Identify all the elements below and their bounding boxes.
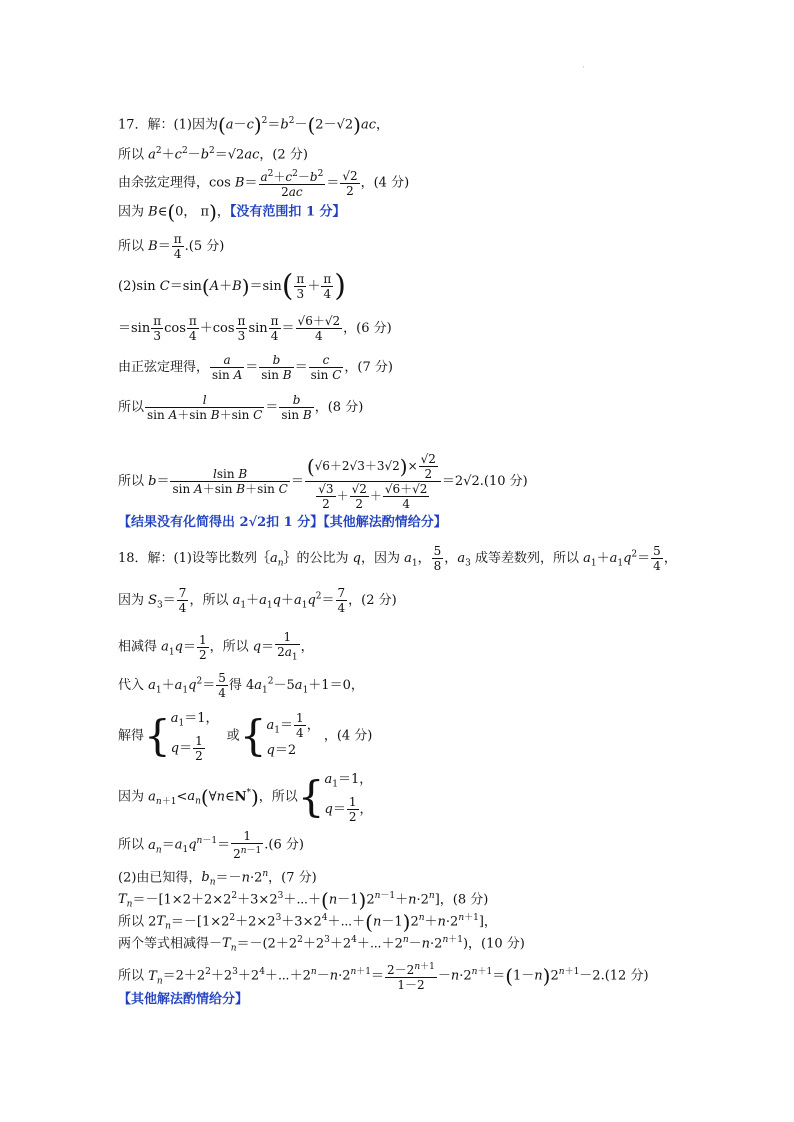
- q18-line-11: 两个等式相减得$-T_n=-(2+2^2+2^3+2^4+\cdots+2^n-n\cdot 2^{n+1})$，(10 分): [118, 935, 525, 954]
- q17-line-5: 所以 B＝ $\frac{\pi}{4}$ .(5 分): [118, 232, 225, 261]
- corner-mark: ': [583, 66, 585, 73]
- q18-line-3: 相减得 $a_1q=$ $\frac{1}{2}$ ，所以 q＝ $\frac{1}{2a_1}$ ，: [118, 630, 314, 663]
- q18-line-9: $T_n=-[1\times 2+2\times 2^2+3\times 2^3+\cdots+(n-1)2^{n-1}+n\cdot 2^n]$，(8 分): [118, 887, 489, 912]
- q17-line-7: ＝sin $\frac{\pi}{3}$ cos $\frac{\pi}{4}$ ＋cos $\frac{\pi}{3}$ sin $\frac{\pi}{4}$ ＝ $\frac{√6+√2}{4}$ ，(6 分): [118, 314, 392, 343]
- q17-line-8: 由正弦定理得， $\frac{a}{\text{sin A}}$ ＝ $\frac{b}{\text{sin B}}$ ＝ $\frac{c}{\text{sin C}}$ ，(7 分): [118, 353, 393, 382]
- q18-line-8: (2)由已知得，$b_n=-n\cdot 2^n$，(7 分): [118, 869, 317, 888]
- q17-line-3: 由余弦定理得，cos B＝ $\frac{a^2+c^2-b^2}{2ac}$ ＝ $\frac{√2}{2}$ ，(4 分): [118, 168, 410, 199]
- q18-line-4: 代入 $a_1+a_1q^2=$ $\frac{5}{4}$ 得 $4a_1^2-5a_1+1=0$，: [118, 671, 364, 700]
- q17-line-2: 所以 $a^2+c^2-b^2=√2ac$，(2 分): [118, 146, 308, 163]
- q18-line-10: 所以 $2T_n=-[1\times 2^2+2\times 2^3+3\times 2^4+\cdots+(n-1)2^n+n\cdot 2^{n+1}]$，: [118, 909, 497, 934]
- q17-note-range: 【没有范围扣 1 分】: [229, 204, 346, 220]
- q17-note-final: 【结果没有化简得出 2√2扣 1 分】【其他解法酌情给分】: [118, 515, 447, 530]
- q18-line-2: 因为 $S_3=$ $\frac{7}{4}$ ，所以 $a_1+a_1q+a_1q^2=$ $\frac{7}{4}$ ，(2 分): [118, 586, 397, 615]
- q18-line-12: 所以 $T_n=2+2^2+2^3+2^4+\cdots+2^n-n\cdot 2^{n+1}=$ $\frac{2-2^{n+1}}{1-2}$ $-n\cdot 2^{n+1}=(1-n)2^{n+1}-2.(12$ 分): [118, 962, 649, 992]
- q18-line-1: 18．解：(1)设等比数列$\{a_n\}$的公比为 q，因为 $a_1$， $\frac{5}{8}$ ，$a_3$ 成等差数列，所以 $a_1+a_1q^2=$ $\frac{5}{4}$ ，: [118, 544, 677, 573]
- q17-line-1: 17．解：(1)因为$(a-c)^2=b^2-(2-√2)ac$，: [118, 112, 389, 137]
- q17-line-10: 所以 b＝ $\frac{\text{lsin B}}{\text{sin A＋sin B＋sin C}}$ ＝ (√6＋2√3＋3√2)× $\frac{√2}{2}$ $\frac{√3}{2}$ ＋ $\frac{√2}{2}$ ＋ $\frac{√6+√2}{4}$ ＝2√2.(10 分): [118, 452, 528, 511]
- q17-line-9: 所以 $\frac{l}{\text{sin A＋sin B＋sin C}}$ ＝ $\frac{b}{\text{sin B}}$ ，(8 分): [118, 393, 364, 422]
- q17-line-4: 因为 B∈(0， π)，【没有范围扣 1 分】: [118, 200, 346, 224]
- q18-line-6: 因为 $a_{n+1}<a_n(\forall n\in N^*)$，所以{ $a_1=1$， q＝ $\frac{1}{2}$ ，: [118, 771, 373, 824]
- q18-line-5: 解得{ $a_1=1$， q＝ $\frac{1}{2}$ 或{ $a_1=$ $\frac{1}{4}$ ， q＝2 ，(4 分): [118, 710, 373, 763]
- q18-note-final: 【其他解法酌情给分】: [118, 992, 249, 1007]
- q18-line-7: 所以 $a_n=a_1q^{n-1}=$ $\frac{1}{2^{n-1}}$ .(6 分): [118, 829, 304, 861]
- q17-line-6: (2)sin C＝sin(A＋B)＝sin( $\frac{\pi}{3}$ ＋ $\frac{\pi}{4}$ ): [118, 268, 346, 304]
